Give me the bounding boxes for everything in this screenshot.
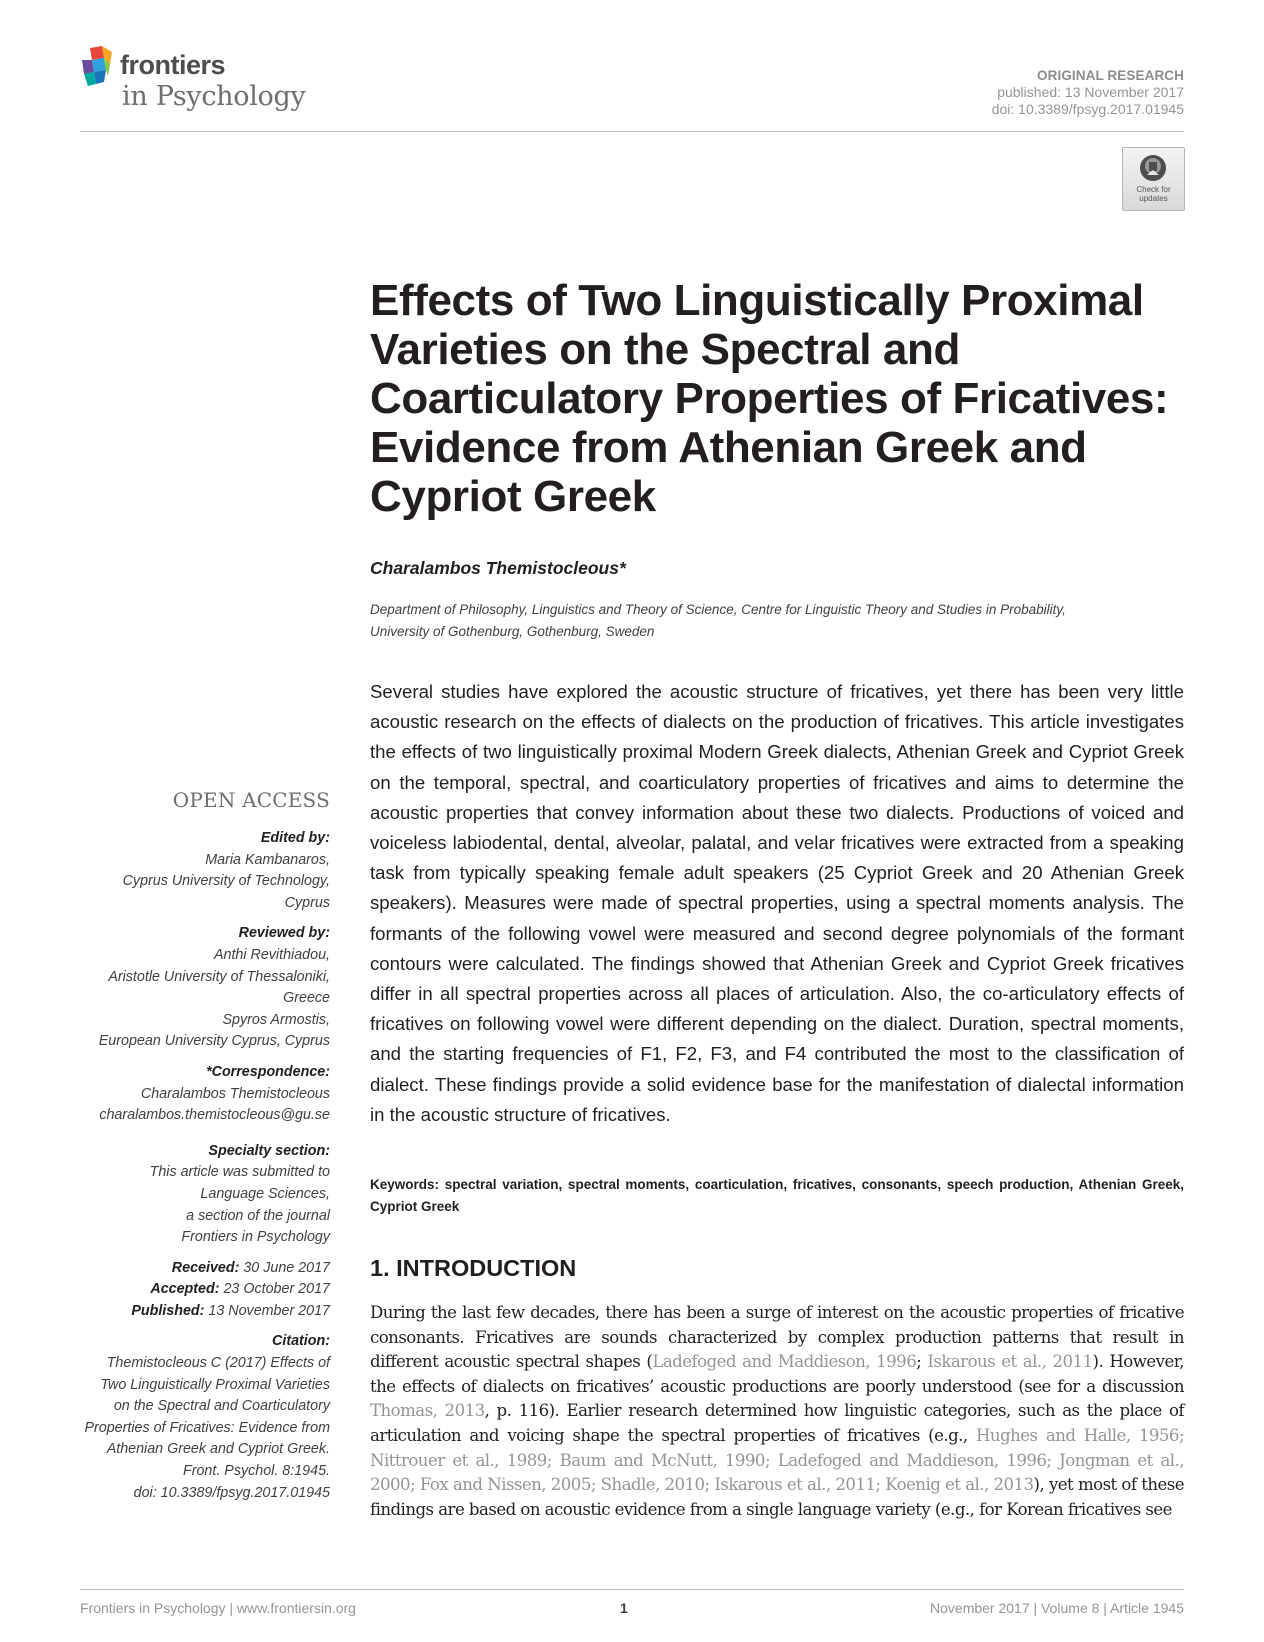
dates-block [80,1258,330,1323]
check-label-line1: Check for [1136,185,1171,194]
reviewer-line[interactable]: Spyros Armostis, [222,1011,330,1028]
intro-text: During the last few decades, there has been a surge of interest on the acoustic properties of fricative consonants. Fricatives are sounds characterized by complex production patterns that result in different acoustic spectral shapes ( [370,1303,1184,1372]
author-affiliation [370,599,1150,643]
introduction-paragraph [370,1301,1184,1522]
open-access-label: OPEN ACCESS [172,788,330,812]
accepted-date [80,1279,330,1301]
check-for-updates-label [1123,185,1184,203]
specialty-heading: Specialty section: [208,1142,330,1159]
accepted-label: Accepted: [150,1281,220,1298]
correspondence-heading: *Correspondence: [206,1063,330,1080]
specialty-line: Frontiers in Psychology [181,1229,330,1246]
footer-issue-info: November 2017 | Volume 8 | Article 1945 [930,1600,1184,1616]
edited-by-block [80,828,330,914]
specialty-line: This article was submitted to [149,1164,330,1181]
logo-journal-name: in Psychology [122,81,306,112]
accepted-value: 23 October 2017 [223,1281,330,1298]
specialty-line: Language Sciences, [200,1185,330,1202]
reviewed-by-heading: Reviewed by: [238,925,330,942]
header-divider [80,131,1184,132]
article-title: Effects of Two Linguistically Proximal Varieties on the Spectral and Coarticulatory Properties of Fricatives: Evidence from Athenian Greek and Cypriot Greek [370,276,1169,521]
check-for-updates-button[interactable] [1122,147,1185,211]
reviewer-line: Aristotle University of Thessaloniki, [108,968,330,985]
footer-journal-link[interactable]: Frontiers in Psychology | www.frontiersin.org [80,1600,356,1616]
keywords: Keywords: spectral variation, spectral moments, coarticulation, fricatives, consonants, speech production, Athenian Greek, Cypriot Greek [370,1177,1184,1214]
article-header-meta [992,67,1184,118]
affiliation-line: Department of Philosophy, Linguistics and Theory of Science, Centre for Linguistic Theory and Studies in Probability, [370,602,1066,617]
citation-line: Athenian Greek and Cypriot Greek. [106,1441,330,1458]
citation-link[interactable]: Hughes and Halle, 1956; Nittrouer et al., 1989; Baum and McNutt, 1990; Ladefoged and Maddieson, 1996; Jongman et al., 2000; Fox and Nissen, 2005; Shadle, 2010; Iskarous et al., 2011; Koenig et al., 2013 [370,1425,1184,1495]
reviewed-by-block [80,923,330,1053]
citation-line: on the Spectral and Coarticulatory [113,1398,330,1415]
citation-block [80,1331,330,1504]
affiliation-line: University of Gothenburg, Gothenburg, Sweden [370,624,655,639]
article-info-sidebar [80,788,330,1513]
correspondence-email-link[interactable]: charalambos.themistocleous@gu.se [99,1107,330,1124]
correspondence-block [80,1062,330,1127]
article-type: ORIGINAL RESEARCH [1037,68,1184,83]
citation-line: Two Linguistically Proximal Varieties [100,1376,330,1393]
reviewer-line: European University Cyprus, Cyprus [98,1033,330,1050]
intro-text: ; [916,1352,928,1372]
received-date [80,1258,330,1280]
edited-by-heading: Edited by: [260,830,330,846]
citation-line: Front. Psychol. 8:1945. [182,1463,330,1480]
page-number: 1 [620,1600,628,1616]
editor-line: Cyprus University of Technology, [122,873,330,890]
published-date-sidebar [80,1301,330,1323]
check-label-line2: updates [1139,194,1168,203]
reviewer-line: Greece [283,990,330,1007]
reviewer-line[interactable]: Anthi Revithiadou, [213,946,330,963]
received-value: 30 June 2017 [243,1259,330,1276]
author-name[interactable]: Charalambos Themistocleous* [370,558,626,578]
crossmark-icon [1138,153,1168,183]
editor-line[interactable]: Maria Kambanaros, [205,851,330,868]
editor-line: Cyprus [284,894,330,911]
citation-link[interactable]: Iskarous et al., 2011 [927,1352,1093,1372]
doi-link[interactable]: doi: 10.3389/fpsyg.2017.01945 [991,101,1184,117]
section-heading: 1. INTRODUCTION [370,1255,577,1281]
citation-link[interactable]: Thomas, 2013 [370,1401,485,1421]
citation-line: Themistocleous C (2017) Effects of [106,1355,330,1372]
specialty-section-block [80,1141,330,1249]
frontiers-logo[interactable] [80,46,330,122]
abstract: Several studies have explored the acoustic structure of fricatives, yet there has been very little acoustic research on the effects of dialects on the production of fricatives. This article investigates the effects of two linguistically proximal Modern Greek dialects, Athenian Greek and Cypriot Greek on the temporal, spectral, and coarticulatory properties of fricatives and aims to determine the acoustic properties that convey information about these two dialects. Productions of voiced and voiceless labiodental, dental, alveolar, palatal, and velar fricatives were extracted from a speaking task from typically speaking female adult speakers (25 Cypriot Greek and 20 Athenian Greek speakers). Measures were made of spectral properties, using a spectral moments analysis. The formants of the following vowel were measured and second degree polynomials of the formant contours were calculated. The findings showed that Athenian Greek and Cypriot Greek fricatives differ in all spectral properties across all places of articulation. Also, the co-articulatory effects of fricatives on following vowel were different depending on the dialect. Duration, spectral moments, and the starting frequencies of F1, F2, F3, and F4 contributed the most to the classification of dialect. These findings provide a solid evidence base for the manifestation of dialectal information in the acoustic structure of fricatives. [370,681,1184,1125]
published-value: 13 November 2017 [208,1302,330,1319]
frontiers-logo-icon [80,46,118,92]
logo-wordmark: frontiers [120,50,226,80]
intro-text: ). However, the effects of dialects on fricatives’ acoustic productions are poorly understood (see for a discussion [370,1352,1185,1396]
intro-text: , p. 116). Earlier research determined how linguistic categories, such as the place of articulation and voicing shape the spectral properties of fricatives (e.g., [370,1401,1184,1445]
citation-line: Properties of Fricatives: Evidence from [84,1419,330,1436]
citation-heading: Citation: [272,1333,330,1350]
published-date: published: 13 November 2017 [997,84,1184,100]
citation-doi-link[interactable]: doi: 10.3389/fpsyg.2017.01945 [133,1484,330,1501]
intro-text: ), yet most of these findings are based on acoustic evidence from a single language variety (e.g., for Korean fricatives see [370,1475,1184,1519]
correspondence-name: Charalambos Themistocleous [140,1085,330,1102]
published-label: Published: [131,1302,205,1319]
received-label: Received: [171,1259,240,1276]
specialty-line: a section of the journal [186,1207,330,1224]
citation-link[interactable]: Ladefoged and Maddieson, 1996 [652,1352,917,1372]
footer-divider [80,1589,1184,1590]
